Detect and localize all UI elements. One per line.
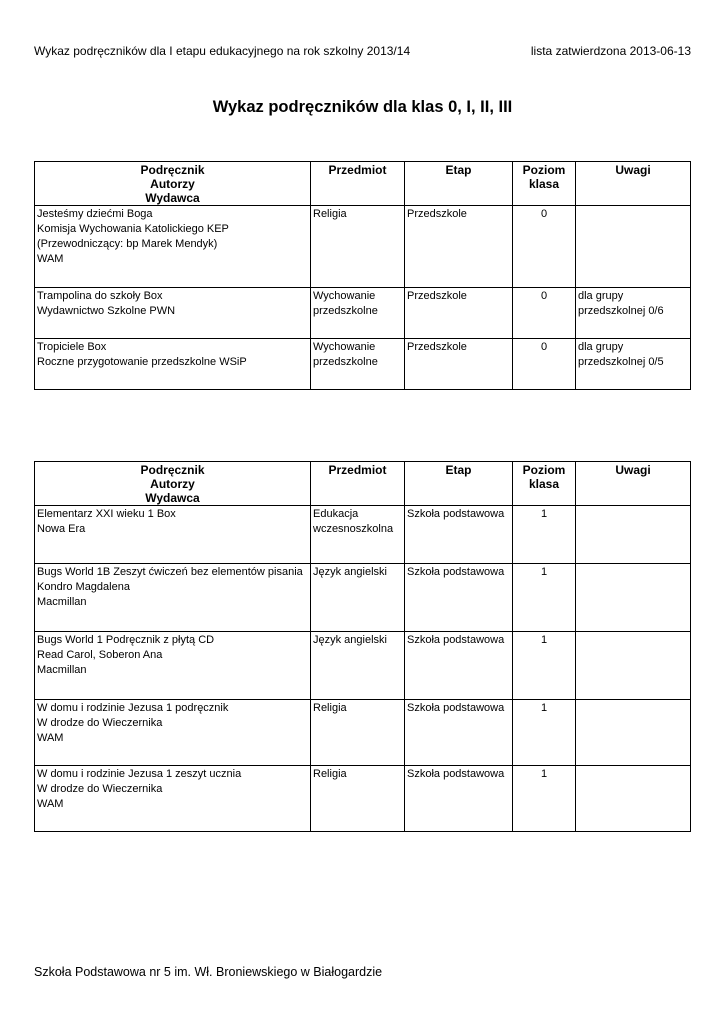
cell-notes-line: dla grupy	[578, 341, 624, 353]
column-header-notes: Uwagi	[576, 462, 691, 506]
cell-subject-line: Język angielski	[313, 634, 387, 646]
cell-notes-line: dla grupy	[578, 290, 624, 302]
cell-book	[35, 339, 311, 390]
cell-book	[35, 206, 311, 288]
cell-subject	[311, 766, 405, 832]
cell-stage: Szkoła podstawowa	[405, 700, 513, 766]
cell-subject-line: Religia	[313, 208, 347, 220]
cell-book-line: WAM	[37, 253, 64, 265]
cell-book	[35, 288, 311, 339]
textbook-table-primary	[34, 461, 691, 832]
cell-subject	[311, 339, 405, 390]
cell-book-line: Kondro Magdalena	[37, 581, 130, 593]
cell-subject	[311, 506, 405, 564]
cell-book	[35, 564, 311, 632]
column-header-level: Poziom klasa	[513, 462, 576, 506]
table-body	[35, 506, 691, 832]
cell-book-line: Roczne przygotowanie przedszkolne WSiP	[37, 356, 247, 368]
cell-book	[35, 700, 311, 766]
cell-notes	[576, 506, 691, 564]
cell-subject	[311, 700, 405, 766]
cell-level: 1	[513, 766, 576, 832]
cell-book	[35, 506, 311, 564]
cell-notes	[576, 766, 691, 832]
cell-stage: Szkoła podstawowa	[405, 632, 513, 700]
cell-notes	[576, 339, 691, 390]
cell-book	[35, 766, 311, 832]
cell-stage: Szkoła podstawowa	[405, 564, 513, 632]
cell-stage: Przedszkole	[405, 339, 513, 390]
cell-book-line: WAM	[37, 732, 64, 744]
cell-book-line: Tropiciele Box	[37, 341, 107, 353]
column-header-notes: Uwagi	[576, 162, 691, 206]
school-footer: Szkoła Podstawowa nr 5 im. Wł. Broniewskiego w Białogardzie	[34, 965, 383, 979]
cell-book-line: W domu i rodzinie Jezusa 1 zeszyt ucznia	[37, 768, 242, 780]
cell-notes-line: przedszkolnej 0/6	[578, 305, 664, 317]
column-header-level: Poziom klasa	[513, 162, 576, 206]
cell-stage: Przedszkole	[405, 206, 513, 288]
cell-subject	[311, 564, 405, 632]
cell-book-line: Elementarz XXI wieku 1 Box	[37, 508, 176, 520]
cell-subject-line: Język angielski	[313, 566, 387, 578]
table-row	[35, 506, 691, 564]
cell-stage: Przedszkole	[405, 288, 513, 339]
cell-book-line: W domu i rodzinie Jezusa 1 podręcznik	[37, 702, 229, 714]
cell-notes	[576, 632, 691, 700]
cell-stage: Szkoła podstawowa	[405, 766, 513, 832]
table-row	[35, 700, 691, 766]
running-header-title: Wykaz podręczników dla I etapu edukacyjnego na rok szkolny 2013/14	[34, 44, 411, 58]
column-header-book: Podręcznik Autorzy Wydawca	[35, 162, 311, 206]
table-row	[35, 339, 691, 390]
cell-level: 1	[513, 506, 576, 564]
cell-book-line: Jesteśmy dziećmi Boga	[37, 208, 153, 220]
table-row	[35, 632, 691, 700]
table-row	[35, 564, 691, 632]
cell-notes	[576, 700, 691, 766]
column-header-stage: Etap	[405, 462, 513, 506]
cell-subject-line: wczesnoszkolna	[313, 523, 394, 535]
cell-level: 0	[513, 339, 576, 390]
cell-book-line: W drodze do Wieczernika	[37, 783, 163, 795]
table-header-row	[35, 462, 691, 506]
cell-book-line: Wydawnictwo Szkolne PWN	[37, 305, 176, 317]
cell-book-line: Macmillan	[37, 596, 87, 608]
cell-book-line: Macmillan	[37, 664, 87, 676]
cell-level: 0	[513, 288, 576, 339]
cell-subject-line: Religia	[313, 768, 347, 780]
table-row	[35, 206, 691, 288]
cell-subject	[311, 206, 405, 288]
column-header-book: Podręcznik Autorzy Wydawca	[35, 462, 311, 506]
cell-book-line: Komisja Wychowania Katolickiego KEP	[37, 223, 229, 235]
cell-book-line: Bugs World 1B Zeszyt ćwiczeń bez elementów pisania	[37, 566, 303, 578]
cell-subject-line: Religia	[313, 702, 347, 714]
cell-book-line: W drodze do Wieczernika	[37, 717, 163, 729]
column-header-stage: Etap	[405, 162, 513, 206]
cell-book-line: Read Carol, Soberon Ana	[37, 649, 163, 661]
cell-notes-line: przedszkolnej 0/5	[578, 356, 664, 368]
table-header-row	[35, 162, 691, 206]
cell-level: 0	[513, 206, 576, 288]
cell-level: 1	[513, 632, 576, 700]
running-header-date: lista zatwierdzona 2013-06-13	[530, 44, 691, 58]
cell-book-line: (Przewodniczący: bp Marek Mendyk)	[37, 238, 218, 250]
cell-subject-line: przedszkolne	[313, 356, 378, 368]
page-title: Wykaz podręczników dla klas 0, I, II, III	[212, 98, 513, 116]
cell-level: 1	[513, 564, 576, 632]
column-header-subject: Przedmiot	[311, 462, 405, 506]
cell-notes	[576, 564, 691, 632]
cell-subject-line: Wychowanie	[313, 341, 376, 353]
textbook-table-preschool	[34, 161, 691, 390]
cell-subject-line: Edukacja	[313, 508, 359, 520]
table-row	[35, 288, 691, 339]
cell-book	[35, 632, 311, 700]
cell-stage: Szkoła podstawowa	[405, 506, 513, 564]
cell-subject-line: przedszkolne	[313, 305, 378, 317]
cell-notes	[576, 288, 691, 339]
cell-notes	[576, 206, 691, 288]
cell-level: 1	[513, 700, 576, 766]
column-header-subject: Przedmiot	[311, 162, 405, 206]
cell-book-line: WAM	[37, 798, 64, 810]
cell-book-line: Bugs World 1 Podręcznik z płytą CD	[37, 634, 215, 646]
cell-subject	[311, 632, 405, 700]
cell-book-line: Nowa Era	[37, 523, 86, 535]
cell-book-line: Trampolina do szkoły Box	[37, 290, 163, 302]
cell-subject	[311, 288, 405, 339]
cell-subject-line: Wychowanie	[313, 290, 376, 302]
table-row	[35, 766, 691, 832]
table-body	[35, 206, 691, 390]
